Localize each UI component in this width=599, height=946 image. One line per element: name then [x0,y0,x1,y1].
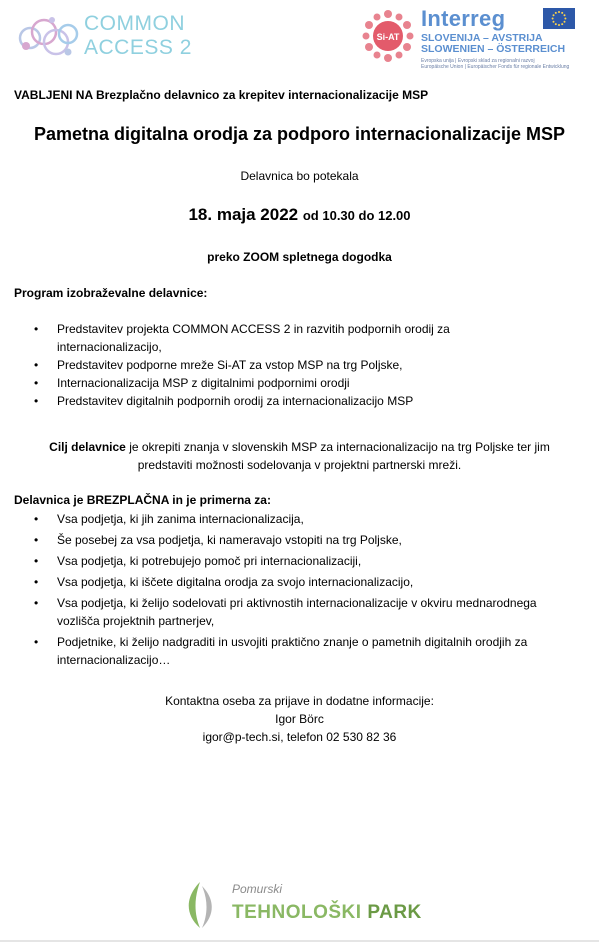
interreg-fund-note [421,58,569,70]
common-access-line2: ACCESS 2 [84,36,192,59]
footer-wordmark [232,902,422,924]
fund-note-line2: Europäische Union | Europäischer Fonds für regionale Entwicklung [421,64,570,70]
interreg-wordmark: Interreg [421,6,506,31]
eu-flag-icon [543,8,575,29]
audience-list [34,510,537,669]
bottom-divider [0,940,599,942]
event-venue: preko ZOOM spletnega dogodka [207,250,392,264]
program-list [34,320,450,410]
list-item: • Predstavitev podporne mreže Si-AT za vstop MSP na trg Poljske, [34,356,450,374]
pomurski-tehnoloski-park-logo [180,878,430,934]
list-item: • Vsa podjetja, ki želijo sodelovati pri aktivnostih internacionalizacije v okviru mednarodnega vozlišča projektnih partnerjev, [34,594,537,630]
goal-paragraph [0,439,599,455]
si-at-seal-icon [360,8,416,64]
interreg-countries [421,33,565,55]
common-access-wordmark [84,12,192,60]
event-date-main: 18. maja 2022 [188,205,299,224]
countries-line2: SLOWENIEN – ÖSTERREICH [421,43,566,55]
event-time: od 10.30 do 12.00 [302,208,411,223]
footer-line1: Pomurski [232,882,283,896]
header [0,0,599,80]
list-item: • Podjetnike, ki želijo nadgraditi in usvojiti praktično znanje o pametnih digitalnih orodjih za internacionalizacijo… [34,633,537,669]
goal-line1: je okrepiti znanja v slovenskih MSP za internacionalizacijo na trg Poljske ter jim [125,440,550,454]
list-item: • Predstavitev projekta COMMON ACCESS 2 in razvitih podpornih orodij za internacionalizacijo, [34,320,450,356]
audience-heading: Delavnica je BREZPLAČNA in je primerna za: [14,493,271,507]
list-item: • Vsa podjetja, ki potrebujejo pomoč pri internacionalizaciji, [34,552,537,570]
common-access-logo [18,12,208,64]
footer-word1: TEHNOLOŠKI [232,902,362,923]
goal-line2: predstaviti možnosti sodelovanja v projektni partnerski mreži. [137,458,462,472]
countries-line1: SLOVENIJA – AVSTRIJA [421,32,543,44]
held-text: Delavnica bo potekala [240,169,359,183]
footer-word2: PARK [367,902,422,923]
event-date [0,204,599,227]
contact-details: igor@p-tech.si, telefon 02 530 82 36 [202,730,397,744]
contact-name: Igor Börc [275,712,324,726]
interreg-logo [360,6,584,76]
intro-line: VABLJENI NA Brezplačno delavnico za krepitev internacionalizacije MSP [14,88,429,102]
list-item: • Še posebej za vsa podjetja, ki nameravajo vstopiti na trg Poljske, [34,531,537,549]
common-access-circles-icon [18,12,82,64]
leaf-icon [180,880,220,930]
goal-label: Cilj delavnice [49,440,126,454]
list-item: • Internacionalizacija MSP z digitalnimi podpornimi orodji [34,374,450,392]
seal-label: Si-AT [376,32,400,42]
list-item: • Vsa podjetja, ki jih zanima internacionalizacija, [34,510,537,528]
contact-heading: Kontaktna oseba za prijave in dodatne informacije: [165,694,434,708]
list-item: • Vsa podjetja, ki iščete digitalna orodja za svojo internacionalizacijo, [34,573,537,591]
common-access-line1: COMMON [84,12,185,35]
program-heading: Program izobraževalne delavnice: [14,286,208,300]
fund-note-line1: Evropska unija | Evropski sklad za regionalni razvoj [421,58,535,64]
page-title: Pametna digitalna orodja za podporo internacionalizacije MSP [33,124,566,144]
list-item: • Predstavitev digitalnih podpornih orodij za internacionalizacijo MSP [34,392,450,410]
